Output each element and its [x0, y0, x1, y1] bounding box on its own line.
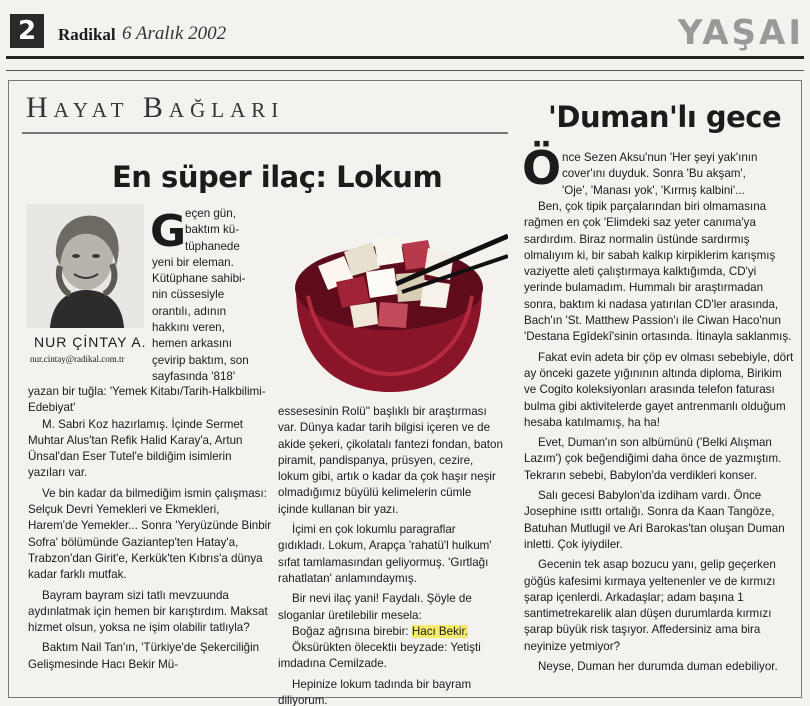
slogan-text: Boğaz ağrısına birebir: [292, 624, 412, 638]
masthead-rule [6, 56, 804, 59]
page-number: 2 [10, 14, 44, 48]
article1-headline: En süper ilaç: Lokum [112, 160, 443, 194]
intro-line: hakkını veren, [152, 321, 225, 335]
paragraph: Bayram bayram sizi tatlı mevzuunda aydınlatmak için hemen bir karıştırdım. Maksat hizmet olsun, yoksa ne işim olabilir tatlıyla? [28, 588, 268, 635]
paragraph: yazan bir tuğla: 'Yemek Kitabı/Tarih-Halkbilimi-Edebiyat' [28, 385, 266, 415]
intro-line: orantılı, adının [152, 304, 227, 318]
paragraph: Neyse, Duman her durumda duman edebiliyor. [538, 660, 778, 674]
intro-line: Kütüphane sahibi- [152, 272, 246, 286]
intro-line: 'Oje', 'Manası yok', 'Kırmış kalbini'... [562, 183, 745, 197]
article1-intro [152, 206, 270, 385]
column-title: Hayat Bağları [26, 91, 285, 124]
article1-column1 [28, 384, 272, 673]
handwritten-date: 6 Aralık 2002 [122, 23, 227, 44]
intro-line: cover'ını duyduk. Sonra 'Bu akşam', [562, 167, 746, 181]
section-title: YAŞAI [677, 13, 804, 53]
intro-line: eçen gün, [185, 207, 236, 220]
intro-line: sayfasında '818' [152, 369, 236, 383]
highlighted-brand: Hacı Bekir. [411, 624, 468, 638]
paragraph: Ve bin kadar da bilmediğim ismin çalışması: Selçuk Devri Yemekleri ve Ekmekleri, Harem'de Yemekler... Sonra 'Yeryüzünde Binbir Sofra' bölümünde Gaziantep'ten Hatay'a, Trabzon'dan Girit'e, Kerkük'ten Kıbrıs'a dünya kadar farklı mutfak. [28, 486, 272, 582]
paragraph: Evet, Duman'ın son albümünü ('Belki Alışman Lazım') çok beğendiğimi daha önce de yazmıştım. Tekrarın sebebi, Babylon'da verdikleri konser. [524, 436, 782, 482]
paper-name: Radikal [58, 25, 116, 44]
paragraph: Ben, çok tipik parçalarından biri olmamasına rağmen en çok 'Elimdeki saz yeter canıma'ya sardırdım. Biraz normalin üstünde sardırmış olmalıyım ki, bir sabah kalkıp kirpiklerim karışmış vaziyette aleti çalıştırmaya kalktığımda, CD'yi yerinde bulamadım. Hummalı bir araştırmadan sonra, baktım ki nadasa yatırılan CD'ler arasında, Bach'ın 'St. Matthew Passion'ı ile Ciwan Haco'nun 'Destana Egîdekî'sinin ortasında. İtinayla saklanmış. [524, 200, 792, 344]
intro-line: nin cüssesiyle [152, 288, 225, 302]
paragraph: İçimi en çok lokumlu paragraflar gıdıkladı. Lokum, Arapça 'rahatü'l hulkum' sıfat tamlamasından geliyormuş. 'Gırtlağı rahatlatan' anlamındaymış. [278, 523, 492, 585]
paragraph: Gecenin tek asap bozucu yanı, gelip geçerken göğüs kafesimi kırmaya yeltenenler ve de kırmızı şarap içenlerdi. Arkadaşlar; adam başına 1 santimetrekarelik alan düşen durumlarda kırmızı şarap büyük risk taşıyor. Affedersiniz ama bira neyinize yetmiyor? [524, 558, 776, 653]
author-portrait [26, 204, 144, 328]
column-title-rule [22, 132, 508, 134]
intro-line: yeni bir eleman. [152, 255, 234, 269]
paragraph: essesesinin Rolü'' başlıklı bir araştırması var. Dünya kadar tarih bilgisi içeren ve de akide şekeri, çikolatalı fantezi fondan, baton piramit, pandispanya, prüsyen, cezire, lokum gibi, artık o kadar da çok haşır neşir olmadığımız büyülü kelimelerin cümle içinde kullanan bir yazı. [278, 405, 503, 516]
article1-dropcap: G [150, 206, 187, 257]
slogan-line: Öksürükten ölecektiı beyzade: Yetişti imdadına Cemilzade. [278, 641, 481, 671]
paragraph: Baktım Nail Tan'ın, 'Türkiye'de Şekerciliğin Gelişmesinde Hacı Bekir Mü- [28, 641, 260, 671]
article2-intro [562, 150, 798, 199]
article2-body [524, 199, 796, 675]
intro-line: hemen arkasını [152, 337, 232, 351]
intro-line: nce Sezen Aksu'nun 'Her şeyi yak'ının [562, 151, 758, 164]
slogan-line [278, 624, 504, 640]
turkish-delight-bowl-image [278, 196, 508, 396]
intro-line: tüphanede [185, 239, 240, 253]
paragraph: Bir nevi ilaç yani! Faydalı. Şöyle de sloganlar üretilebilir mesela: [278, 592, 472, 622]
closing-paragraph: Hepinize lokum tadında bir bayram diliyorum. [278, 677, 472, 706]
author-email: nur.cintay@radikal.com.tr [30, 354, 125, 364]
paragraph: Salı gecesi Babylon'da izdiham vardı. Önce Josephine ısıttı ortalığı. Sonra da Kaan Tangöze, Batuhan Mutlugil ve Ari Barokas'tan oluşan Duman inletti. Çok iyiydiler. [524, 489, 785, 551]
intro-line: baktım kü- [185, 223, 240, 237]
author-name: NUR ÇİNTAY A. [34, 334, 147, 350]
paragraph: M. Sabri Koz hazırlamış. İçinde Sermet Muhtar Alus'tan Refik Halid Karay'a, Artun Ünsal'dan Eser Tutel'e bildiğim isimlerin yazıları var. [28, 417, 244, 480]
intro-line: çevirip baktım, son [152, 353, 249, 367]
article1-column2 [278, 404, 504, 706]
article2-dropcap: Ö [522, 141, 562, 195]
article2-headline: 'Duman'lı gece [548, 100, 782, 134]
masthead-rule-thin [6, 70, 804, 71]
paragraph: Fakat evin adeta bir çöp ev olması sebebiyle, dört ay önceki gazete yığınının altında diploma, Birikim ve Cogito koleksiyonları arasında telefon faturası bulma gibi aktivitelerde gayet antrenmanlı olduğum hesaba katılmamış, ha ha! [524, 350, 794, 429]
